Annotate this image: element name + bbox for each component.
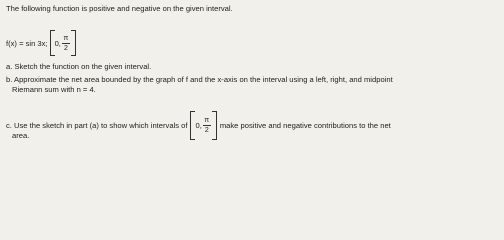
right-bracket xyxy=(71,30,76,56)
right-bracket xyxy=(212,111,217,140)
problem-intro: The following function is positive and negative on the given interval. xyxy=(6,4,233,13)
part-c-text-after: make positive and negative contributions to the net xyxy=(219,121,391,130)
fraction-denominator: 2 xyxy=(63,44,68,52)
part-b: b. Approximate the net area bounded by the graph of f and the x-axis on the interval using a left, right, and midpoint xyxy=(6,75,393,84)
part-c-interval xyxy=(190,111,216,140)
part-c xyxy=(6,111,391,140)
fraction-denominator: 2 xyxy=(204,127,209,134)
part-b-continued: Riemann sum with n = 4. xyxy=(12,85,96,94)
interval-end-fraction xyxy=(203,117,211,134)
fraction-numerator: π xyxy=(204,117,210,124)
interval-start: 0, xyxy=(195,121,202,130)
function-expression: f(x) = sin 3x; xyxy=(6,38,48,48)
interval xyxy=(50,30,76,56)
part-c-continued: area. xyxy=(12,131,30,140)
function-definition xyxy=(6,30,76,56)
interval-end-fraction xyxy=(62,35,70,52)
fraction-numerator: π xyxy=(63,34,69,42)
interval-start: 0, xyxy=(54,38,61,48)
part-a: a. Sketch the function on the given interval. xyxy=(6,62,152,71)
part-c-text-before: c. Use the sketch in part (a) to show which intervals of xyxy=(6,121,188,130)
